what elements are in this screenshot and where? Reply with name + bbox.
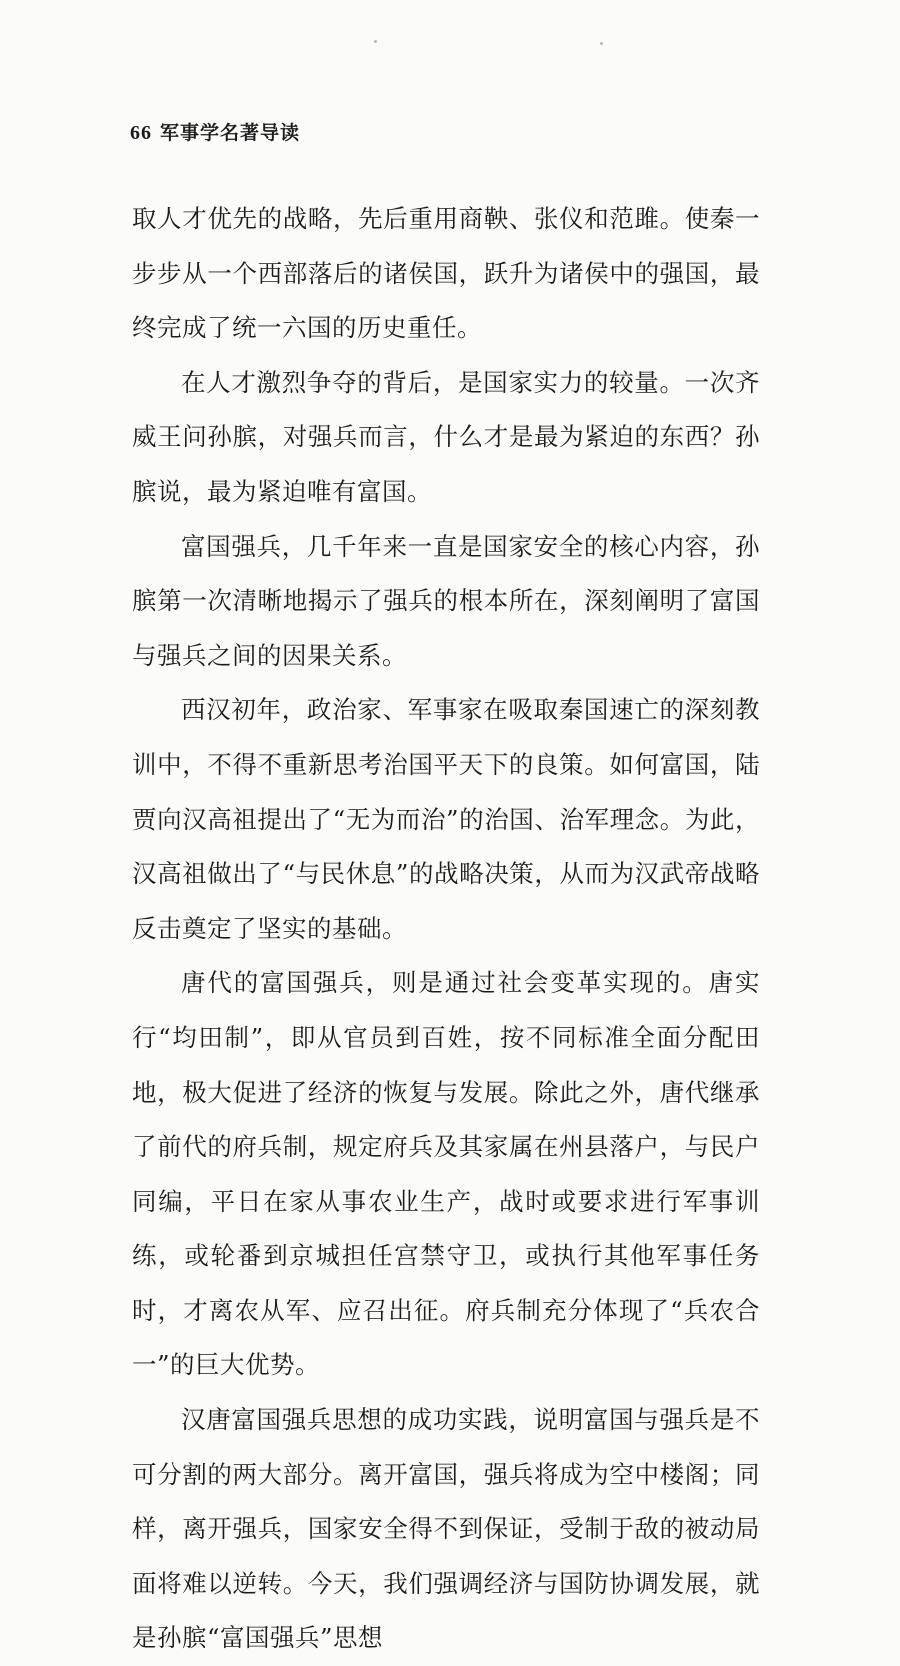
paragraph: 唐代的富国强兵，则是通过社会变革实现的。唐实行“均田制”，即从官员到百姓，按不同标准全面分配田地，极大促进了经济的恢复与发展。除此之外，唐代继承了前代的府兵制，规定府兵及其家属在州县落户，与民户同编，平日在家从事农业生产，战时或要求进行军事训练，或轮番到京城担任宫禁守卫，或执行其他军事任务时，才离农从军、应召出征。府兵制充分体现了“兵农合一”的巨大优势。: [132, 968, 760, 1380]
paragraph: 汉唐富国强兵思想的成功实践，说明富国与强兵是不可分割的两大部分。离开富国，强兵将成为空中楼阁；同样，离开强兵，国家安全得不到保证，受制于敌的被动局面将难以逆转。今天，我们强调经济与国防协调发展，就是孙膑“富国强兵”思想: [132, 1405, 760, 1653]
body-text: [132, 192, 760, 1666]
page-number: 66: [130, 122, 152, 144]
paragraph: 在人才激烈争夺的背后，是国家实力的较量。一次齐威王问孙膑，对强兵而言，什么才是最为紧迫的东西？孙膑说，最为紧迫唯有富国。: [132, 367, 760, 506]
scan-speck: [600, 42, 603, 45]
paragraph: 富国强兵，几千年来一直是国家安全的核心内容，孙膑第一次清晰地揭示了强兵的根本所在，深刻阐明了富国与强兵之间的因果关系。: [132, 531, 760, 670]
paragraph-continued: 取人才优先的战略，先后重用商鞅、张仪和范雎。使秦一步步从一个西部落后的诸侯国，跃升为诸侯中的强国，最终完成了统一六国的历史重任。: [132, 204, 760, 343]
scan-speck: [374, 40, 377, 43]
paragraph: 西汉初年，政治家、军事家在吸取秦国速亡的深刻教训中，不得不重新思考治国平天下的良策。如何富国，陆贾向汉高祖提出了“无为而治”的治国、治军理念。为此，汉高祖做出了“与民休息”的战略决策，从而为汉武帝战略反击奠定了坚实的基础。: [132, 695, 760, 943]
book-title: 军事学名著导读: [160, 122, 301, 144]
running-header: [130, 118, 300, 145]
